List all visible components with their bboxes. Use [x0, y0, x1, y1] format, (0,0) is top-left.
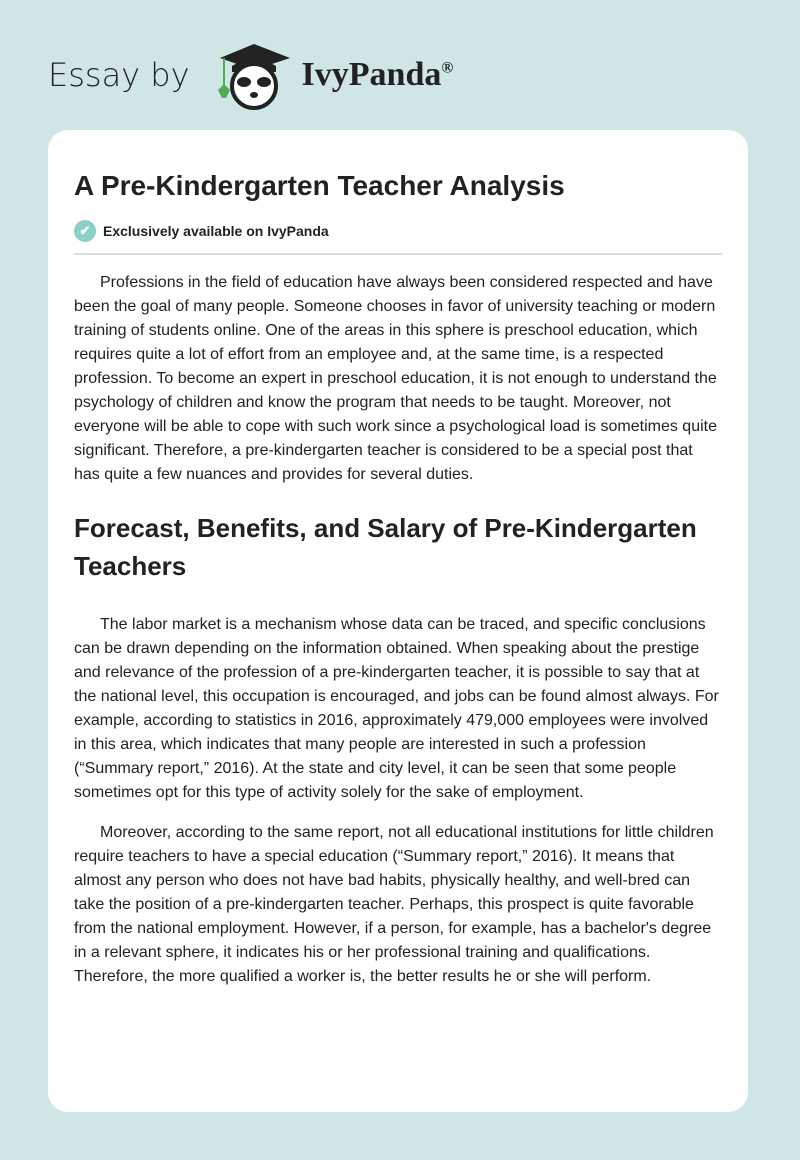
exclusive-badge — [74, 220, 722, 242]
ivypanda-brand[interactable]: IvyPanda® — [301, 56, 454, 93]
section-heading: Forecast, Benefits, and Salary of Pre-Kindergarten Teachers — [74, 513, 697, 581]
essay-card — [48, 130, 748, 1112]
section-paragraph: The labor market is a mechanism whose data can be traced, and specific conclusions can be drawn depending on the information obtained. When speaking about the prestige and relevance of the profession of a pre-kindergarten teacher, it is possible to say that at the national level, this occupation is encouraged, and jobs can be found almost always. For example, according to statistics in 2016, approximately 479,000 employees were involved in this area, which indicates that many people are interested in such a profession (“Summary report,” 2016). At the state and city level, it can be seen that some people sometimes opt for this type of activity solely for the sake of employment. — [74, 616, 719, 801]
page-title: A Pre-Kindergarten Teacher Analysis — [74, 170, 565, 201]
exclusive-badge-label: Exclusively available on IvyPanda — [103, 223, 329, 239]
section-paragraph: Moreover, according to the same report, not all educational institutions for little children require teachers to have a special education (“Summary report,” 2016). It means that almost any person who does not have bad habits, physically healthy, and well-bred can take the position of a pre-kindergarten teacher. Perhaps, this prospect is quite favorable from the national employment. However, if a person, for example, has a bachelor's degree in a relevant sphere, it indicates his or her professional training and qualifications. Therefore, the more qualified a worker is, the better results he or she will perform. — [74, 824, 714, 985]
divider — [74, 253, 722, 255]
ivypanda-logo-icon[interactable] — [210, 40, 298, 110]
intro-paragraph: Professions in the field of education have always been considered respected and have been the goal of many people. Someone chooses in favor of university teaching or modern training of students online. One of the areas in this sphere is preschool education, which requires quite a lot of effort from an employee and, at the same time, is a respected profession. To become an expert in preschool education, it is not enough to understand the psychology of children and know the program that needs to be taught. Moreover, not everyone will be able to cope with such work since a psychological load is sometimes quite significant. Therefore, a pre-kindergarten teacher is considered to be a special post that has quite a few nuances and provides for several duties. — [74, 274, 717, 483]
check-icon: ✔ — [74, 220, 96, 242]
essay-by-label: Essay by — [48, 56, 190, 94]
site-header — [48, 40, 453, 110]
